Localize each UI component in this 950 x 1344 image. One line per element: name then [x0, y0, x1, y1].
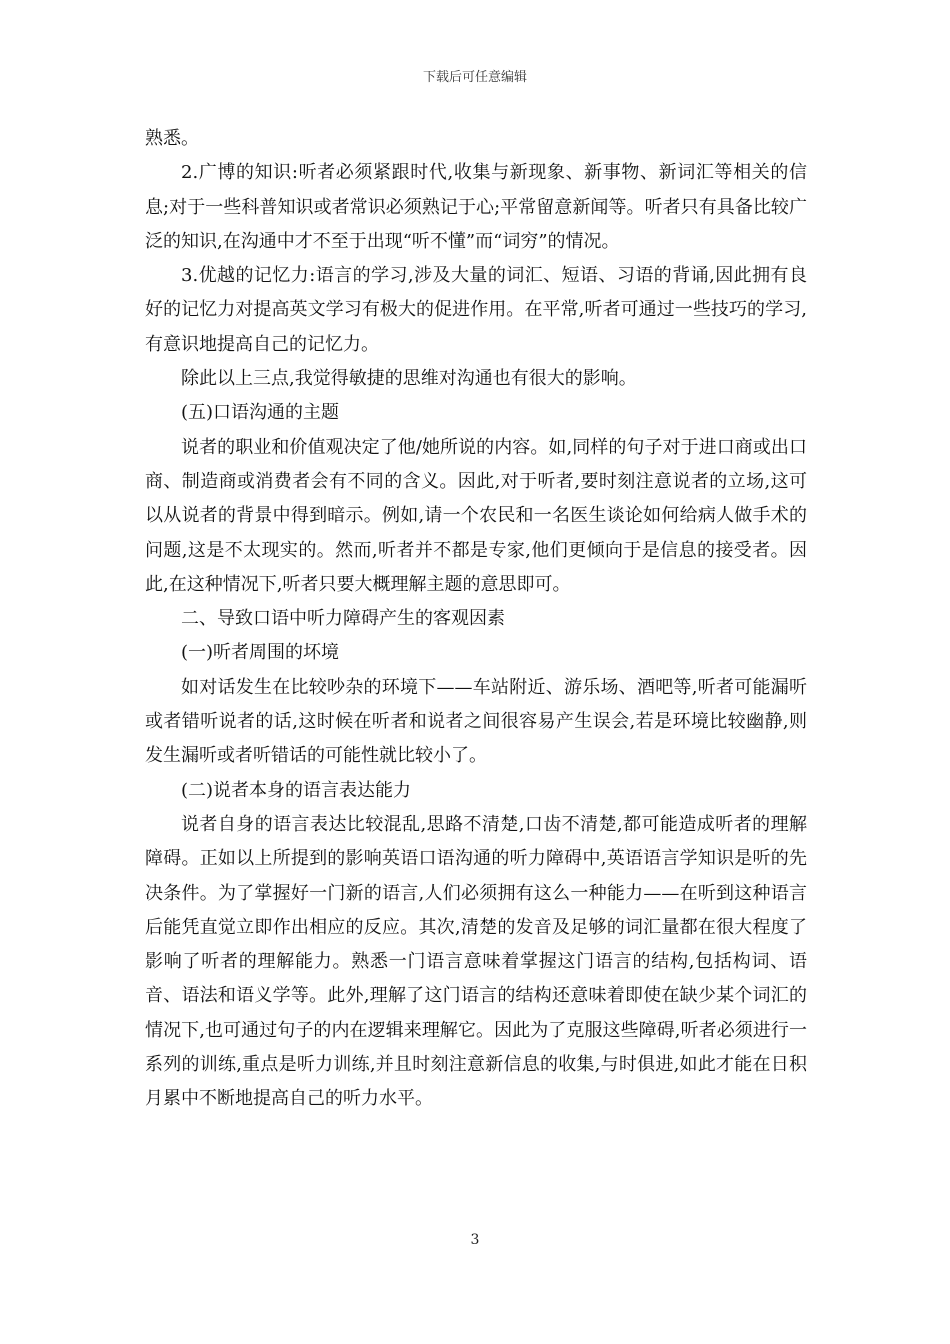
page-number: 3 [470, 1232, 480, 1248]
paragraph-memory: 3.优越的记忆力:语言的学习,涉及大量的词汇、短语、习语的背诵,因此拥有良好的记忆力对提高英文学习有极大的促进作用。在平常,听者可通过一些技巧的学习,有意识地提高自己的记忆力。 [145, 265, 807, 355]
paragraph-topic: 说者的职业和价值观决定了他/她所说的内容。如,同样的句子对于进口商或出口商、制造商或消费者会有不同的含义。因此,对于听者,要时刻注意说者的立场,这可以从说者的背景中得到暗示。例如,请一个农民和一名医生谈论如何给病人做手术的问题,这是不太现实的。然而,听者并不都是专家,他们更倾向于是信息的接受者。因此,在这种情况下,听者只要大概理解主题的意思即可。 [145, 436, 807, 595]
paragraph-expression: 说者自身的语言表达比较混乱,思路不清楚,口齿不清楚,都可能造成听者的理解障碍。正如以上所提到的影响英语口语沟通的听力障碍中,英语语言学知识是听的先决条件。为了掌握好一门新的语言,人们必须拥有这么一种能力——在听到这种语言后能凭直觉立即作出相应的反应。其次,清楚的发音及足够的词汇量都在很大程度了影响了听者的理解能力。熟悉一门语言意味着掌握这门语言的结构,包括构词、语音、语法和语义学等。此外,理解了这门语言的结构还意味着即使在缺少某个词汇的情况下,也可通过句子的内在逻辑来理解它。因此为了克服这些障碍,听者必须进行一系列的训练,重点是听力训练,并且时刻注意新信息的收集,与时俱进,如此才能在日积月累中不断地提高自己的听力水平。 [145, 813, 807, 1110]
paragraph-environment: 如对话发生在比较吵杂的环境下——车站附近、游乐场、酒吧等,听者可能漏听或者错听说者的话,这时候在听者和说者之间很容易产生误会,若是环境比较幽静,则发生漏听或者听错话的可能性就比较小了。 [145, 676, 807, 767]
section-heading-objective-factors: 二、导致口语中听力障碍产生的客观因素 [181, 608, 505, 630]
paragraph-thinking: 除此以上三点,我觉得敏捷的思维对沟通也有很大的影响。 [181, 368, 637, 390]
paragraph-continuation: 熟悉。 [145, 128, 199, 149]
subsection-heading-expression: (二)说者本身的语言表达能力 [181, 779, 412, 801]
subsection-heading-environment: (一)听者周围的坏境 [181, 642, 340, 664]
page-header: 下载后可任意编辑 [422, 70, 527, 85]
section-heading-topic: (五)口语沟通的主题 [181, 402, 340, 424]
document-body [145, 122, 807, 1117]
paragraph-knowledge: 2.广博的知识:听者必须紧跟时代,收集与新现象、新事物、新词汇等相关的信息;对于一些科普知识或者常识必须熟记于心;平常留意新闻等。听者只有具备比较广泛的知识,在沟通中才不至于出现“听不懂”而“词穷”的情况。 [145, 162, 807, 252]
